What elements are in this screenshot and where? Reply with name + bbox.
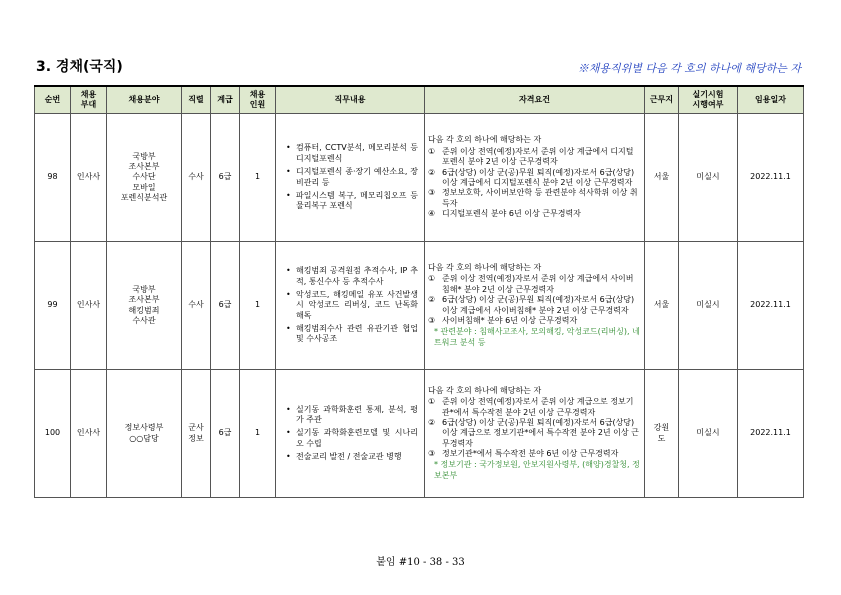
section-title: 3. 경채(국직) (36, 59, 123, 75)
duty-item: • 해킹범죄수사 관련 유관기관 협업 및 수사공조 (286, 324, 418, 345)
cell-seq: 99 (35, 242, 71, 370)
duty-item: • 디지털포렌식 종·장기 예산소요, 장비관리 등 (286, 167, 418, 188)
requirement-item: ② 6급(상당) 이상 군(공)무원 퇴직(예정)자로서 6급(상당) 이상 계급에서 사이버침해* 분야 2년 이상 근무경력자 (428, 295, 635, 315)
requirement-number: ① (428, 146, 436, 156)
header-col-unit: 채용 부대 (71, 86, 107, 114)
cell-practical: 미실시 (679, 370, 738, 498)
requirement-item: ① 준위 이상 전역(예정)자로서 준위 이상 계급에서 사이버침해* 분야 2년 이상 근무경력자 (428, 274, 634, 294)
cell-series: 수사 (182, 114, 211, 242)
requirement-number: ① (428, 397, 436, 407)
requirement-item: ① 준위 이상 전역(예정)자로서 준위 이상 계급으로 정보기관*에서 특수작전 분야 2년 이상 근무경력자 (428, 397, 634, 417)
cell-field: 국방부 조사본부 해킹범죄 수사관 (107, 242, 182, 370)
duty-item: • 파일시스템 복구, 메모리칩오프 등 물리복구 포렌식 (286, 191, 418, 212)
table-row (35, 370, 804, 498)
cell-field: 국방부 조사본부 수사단 모바일 포렌식분석관 (107, 114, 182, 242)
requirement-item: ④ 디지털포렌식 분야 6년 이상 근무경력자 (428, 209, 581, 219)
cell-grade: 6급 (211, 370, 240, 498)
cell-date: 2022.11.1 (738, 114, 804, 242)
header-col-series: 직렬 (182, 86, 211, 114)
cell-duties (276, 242, 425, 370)
table-body (35, 114, 804, 498)
requirement-note: * 관련분야 : 침해사고조사, 모의해킹, 악성코드(리버싱), 네트워크 분석 등 (434, 327, 640, 347)
requirement-intro: 다음 각 호의 하나에 해당하는 자 (428, 385, 542, 395)
requirement-note: * 정보기관 : 국가정보원, 안보지원사령부, (해양)경찰청, 정보본부 (434, 460, 640, 480)
cell-count: 1 (240, 114, 276, 242)
requirement-intro: 다음 각 호의 하나에 해당하는 자 (428, 135, 542, 145)
cell-duties (276, 114, 425, 242)
duty-item: • 해킹범죄 공격원점 추적수사, IP 추적, 통신수사 등 추적수사 (286, 266, 418, 287)
cell-date: 2022.11.1 (738, 370, 804, 498)
table-row (35, 242, 804, 370)
requirement-number: ④ (428, 209, 436, 219)
header-col-seq: 순번 (35, 86, 71, 114)
cell-requirements (425, 370, 645, 498)
header-col-duties: 직무내용 (276, 86, 425, 114)
cell-date: 2022.11.1 (738, 242, 804, 370)
cell-practical: 미실시 (679, 114, 738, 242)
duty-item: • 컴퓨터, CCTV분석, 메모리분석 등 디지털포렌식 (286, 143, 418, 164)
requirement-item: ② 6급(상당) 이상 군(공)무원 퇴직(예정)자로서 6급(상당) 이상 계급에서 디지털포렌식 분야 2년 이상 근무경력자 (428, 167, 635, 187)
requirement-number: ③ (428, 449, 436, 459)
cell-requirements (425, 242, 645, 370)
requirement-item: ③ 정보보호학, 사이버보안학 등 관련분야 석사학위 이상 취득자 (428, 188, 638, 208)
requirement-intro: 다음 각 호의 하나에 해당하는 자 (428, 262, 542, 272)
cell-count: 1 (240, 370, 276, 498)
cell-unit: 인사사 (71, 114, 107, 242)
cell-practical: 미실시 (679, 242, 738, 370)
cell-requirements (425, 114, 645, 242)
requirement-number: ② (428, 417, 436, 427)
cell-location: 서울 (645, 114, 679, 242)
cell-series: 수사 (182, 242, 211, 370)
header-col-practical: 실기시험 시행여부 (679, 86, 738, 114)
cell-seq: 100 (35, 370, 71, 498)
requirement-item: ② 6급(상당) 이상 군(공)무원 퇴직(예정)자로서 6급(상당) 이상 계급으로 정보기관*에서 특수작전 분야 2년 이상 근무경력자 (428, 417, 639, 448)
requirement-item: ③ 사이버침해* 분야 6년 이상 근무경력자 (428, 315, 578, 325)
header-note: ※채용직위별 다음 각 호의 하나에 해당하는 자 (577, 62, 801, 75)
cell-unit: 인사사 (71, 370, 107, 498)
requirement-item: ① 준위 이상 전역(예정)자로서 준위 이상 계급에서 디지털포렌식 분야 2년 이상 근무경력자 (428, 146, 634, 167)
duty-item: • 전술교리 발전 / 전술교관 병행 (286, 452, 418, 462)
cell-unit: 인사사 (71, 242, 107, 370)
header-col-field: 채용분야 (107, 86, 182, 114)
requirement-number: ① (428, 274, 436, 284)
cell-grade: 6급 (211, 242, 240, 370)
cell-location: 서울 (645, 242, 679, 370)
header-col-requirements: 자격요건 (425, 86, 645, 114)
cell-grade: 6급 (211, 114, 240, 242)
requirement-number: ② (428, 295, 436, 305)
cell-field: 정보사령부 ○○담당 (107, 370, 182, 498)
header-col-grade: 계급 (211, 86, 240, 114)
header-col-date: 임용일자 (738, 86, 804, 114)
duty-item: • 실기동 과학화훈련 통제, 분석, 평가 주관 (286, 405, 418, 426)
table-row (35, 114, 804, 242)
duty-item: • 악성코드, 해킹메일 유포 사건발생 시 악성코드 리버싱, 코드 난독화 해독 (286, 290, 418, 321)
duty-item: • 실기동 과학화훈련모델 및 시나리오 수립 (286, 428, 418, 449)
cell-seq: 98 (35, 114, 71, 242)
table-header-row (35, 86, 804, 114)
requirement-item: ③ 정보기관*에서 특수작전 분야 6년 이상 근무경력자 (428, 449, 619, 459)
header-col-count: 채용 인원 (240, 86, 276, 114)
requirement-number: ③ (428, 315, 436, 325)
recruitment-table (34, 85, 804, 498)
page-footer: 붙임 #10 - 38 - 33 (376, 557, 465, 568)
cell-duties (276, 370, 425, 498)
cell-count: 1 (240, 242, 276, 370)
header-col-location: 근무지 (645, 86, 679, 114)
cell-location: 강원 도 (645, 370, 679, 498)
cell-series: 군사 정보 (182, 370, 211, 498)
requirement-number: ③ (428, 188, 436, 198)
requirement-number: ② (428, 167, 436, 177)
